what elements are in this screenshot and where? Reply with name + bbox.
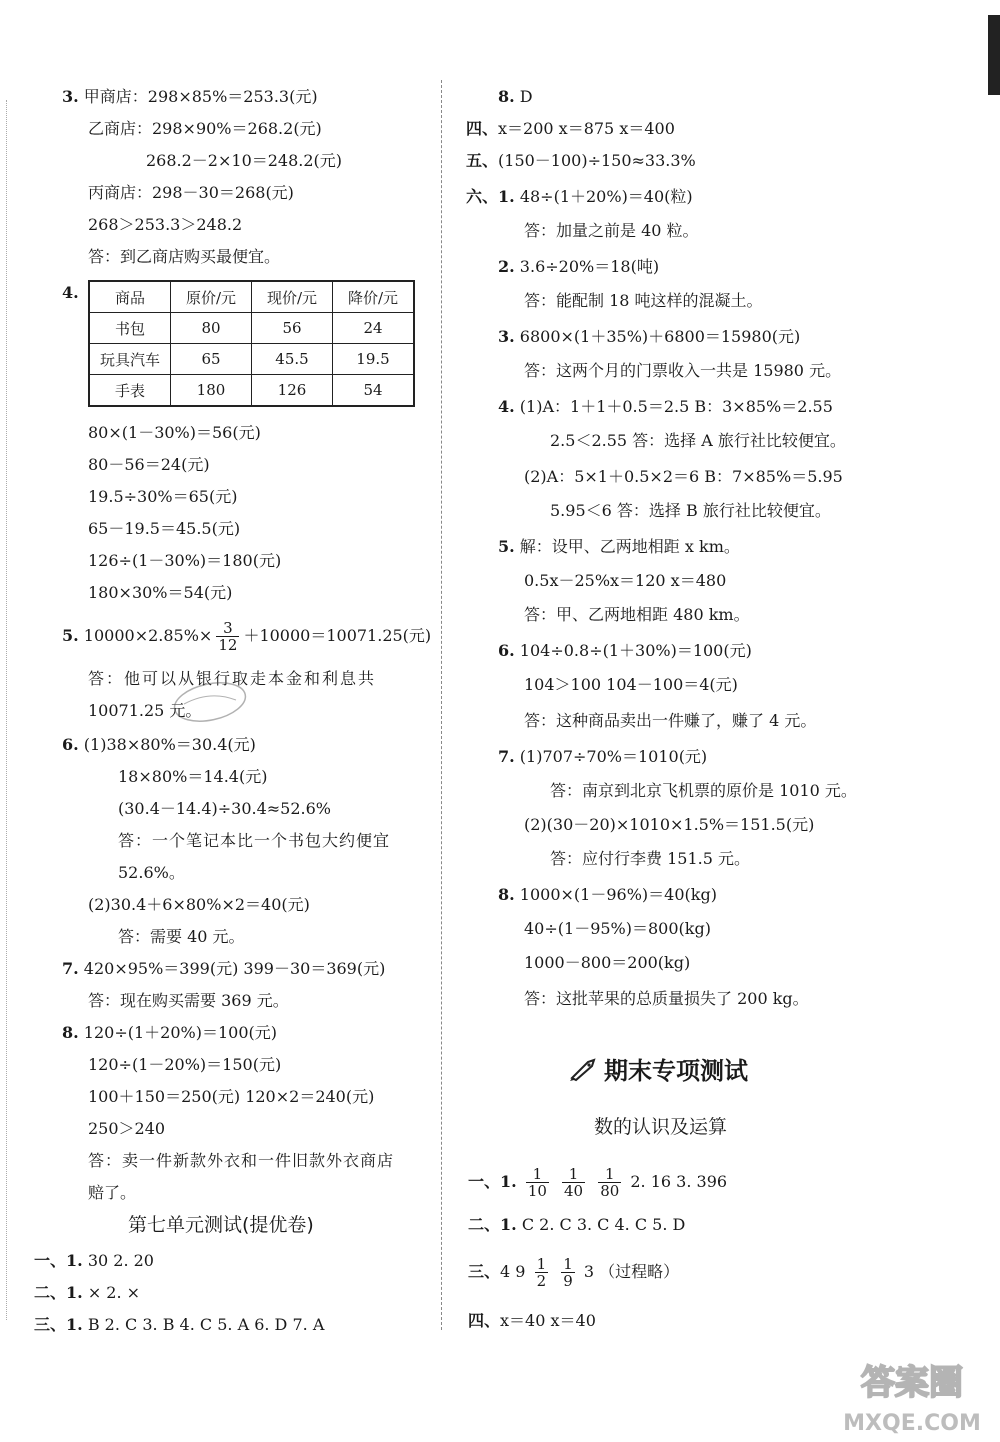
answer-text: 答：现在购买需要 369 元。 [88,991,289,1010]
r-s6-q8-answer [524,988,809,1010]
answer-text: 18×80%＝14.4(元) [118,767,268,786]
r-s6-q8-3 [524,952,690,974]
answer-text: 48÷(1＋20%)＝40(粒) [519,187,693,206]
table-cell: 45.5 [252,344,333,375]
answer-text: 答：一个笔记本比一个书包大约便宜 [118,831,391,850]
final-test-subtitle: 数的认识及运算 [594,1116,728,1138]
answer-text: 80×(1－30%)＝56(元) [88,423,261,442]
table-cell: 书包 [89,313,171,344]
answer-text: 赔了。 [88,1183,137,1202]
denominator: 12 [218,636,238,654]
r-s6-q7-answer-2 [550,848,750,870]
r-s6-q8 [498,884,717,906]
question-number: 7. [498,747,515,766]
question-number: 6. [62,735,79,754]
answer-text: 乙商店：298×90%＝268.2(元) [88,119,322,138]
question-number: 6. [498,641,515,660]
final-q2 [468,1214,685,1236]
q8-line-1 [62,1022,277,1044]
answer-text: 3.6÷20%＝18(吨) [519,257,660,276]
unit7-title: 第七单元测试(提优卷) [128,1214,314,1236]
denominator: 10 [527,1182,547,1200]
answer-text: 10071.25 元。 [88,701,202,720]
r-q8 [498,86,533,108]
answer-text: 答：甲、乙两地相距 480 km。 [524,605,750,624]
table-row [89,344,414,375]
table-header: 原价/元 [171,281,252,313]
numerator: 1 [526,1166,549,1183]
answer-text: 0.5x－25%x＝120 x＝480 [524,571,727,590]
answer-text: 3 （过程略） [583,1262,680,1281]
r-s6-q2-answer [524,290,763,312]
answer-text: ＋10000＝10071.25(元) [243,626,432,645]
table-cell: 180 [171,375,252,407]
r-s6-q4-1 [498,396,833,418]
q4-line-6 [88,582,232,604]
question-number: 一、1. [468,1172,517,1191]
r-s6-q6-2 [524,674,738,696]
answer-text: × 2. × [87,1283,141,1302]
answer-text: 答：南京到北京飞机票的原价是 1010 元。 [550,781,857,800]
answer-text: C 2. C 3. C 4. C 5. D [521,1215,686,1234]
table-cell: 65 [171,344,252,375]
r-s6-q6 [498,640,752,662]
r-s6-q5-answer [524,604,750,626]
answer-text: 126÷(1－30%)＝180(元) [88,551,282,570]
question-number: 4. [62,283,79,302]
answer-text: 104＞100 104－100＝4(元) [524,675,738,694]
question-number: 2. [498,257,515,276]
r-s6-q1 [466,186,693,208]
question-number: 四、 [468,1311,501,1330]
question-number: 5. [62,626,79,645]
answer-text: 10000×2.85%× [83,626,213,645]
answer-text: 答：能配制 18 吨这样的混凝土。 [524,291,763,310]
answer-text: 4 9 [500,1262,526,1281]
watermark-url: MXQE.COM [843,1411,981,1436]
final-q3 [468,1254,679,1290]
q6-line-1 [62,734,256,756]
r-section-5 [466,150,696,172]
answer-text: 答：他可以从银行取走本金和利息共 [88,669,377,688]
r-s6-q3-answer [524,360,841,382]
column-divider [441,80,442,1330]
r-s6-q7-answer [550,780,857,802]
final-q1 [468,1164,727,1200]
answer-text: 答：到乙商店购买最便宜。 [88,247,281,266]
q8-line-2 [88,1054,281,1076]
answer-text: (2)A：5×1＋0.5×2＝6 B：7×85%＝5.95 [524,467,843,486]
table-header: 降价/元 [333,281,415,313]
answer-text: 2. 16 3. 396 [630,1172,728,1191]
answer-text: (1)707÷70%＝1010(元) [519,747,708,766]
table-cell: 54 [333,375,415,407]
r-s6-q4-4 [550,500,831,522]
q7-line-1 [62,958,385,980]
question-number: 7. [62,959,79,978]
answer-text: 104÷0.8÷(1＋30%)＝100(元) [519,641,752,660]
q4-line-3 [88,486,237,508]
question-number: 二、1. [468,1215,517,1234]
answer-text: 甲商店：298×85%＝253.3(元) [83,87,318,106]
r-s6-q7-1 [498,746,707,768]
table-cell: 19.5 [333,344,415,375]
answer-text: 答：这种商品卖出一件赚了，赚了 4 元。 [524,711,817,730]
numerator: 1 [563,1255,573,1273]
table-cell: 80 [171,313,252,344]
answer-text: B 2. C 3. B 4. C 5. A 6. D 7. A [87,1315,325,1334]
margin-rule [6,100,7,1320]
r-s6-q8-2 [524,918,711,940]
answer-text: 1000×(1－96%)＝40(kg) [519,885,717,904]
r-s6-q5 [498,536,740,558]
scan-edge [988,15,1000,95]
answer-text: 答：这两个月的门票收入一共是 15980 元。 [524,361,842,380]
numerator: 3 [216,620,239,637]
answer-text: 80－56＝24(元) [88,455,210,474]
answer-text: 5.95＜6 答：选择 B 旅行社比较便宜。 [550,501,831,520]
q7-answer [88,990,289,1012]
unit7-q1 [34,1250,154,1272]
answer-text: (1)A：1＋1＋0.5＝2.5 B：3×85%＝2.55 [519,397,833,416]
q6-line-2 [118,766,267,788]
question-number: 三、 [468,1262,501,1281]
q3-line-5 [88,214,242,236]
fraction [526,1166,549,1199]
answer-text: (2)30.4＋6×80%×2＝40(元) [88,895,310,914]
answer-text: 解：设甲、乙两地相距 x km。 [519,537,740,556]
question-number: 5. [498,537,515,556]
table-cell: 24 [333,313,415,344]
answer-text: 19.5÷30%＝65(元) [88,487,238,506]
q3-line-4 [88,182,294,204]
q3-line-2 [88,118,322,140]
q6-answer-3 [118,926,245,948]
answer-text: 2.5＜2.55 答：选择 A 旅行社比较便宜。 [550,431,846,450]
question-number: 4. [498,397,515,416]
question-number: 三、1. [34,1315,83,1334]
r-s6-q4-3 [524,466,843,488]
r-s6-q3 [498,326,800,348]
table-row [89,375,414,407]
r-s6-q1-answer [524,220,699,242]
question-number: 四、 [466,119,499,138]
final-q4 [468,1310,596,1332]
answer-text: 30 2. 20 [87,1251,154,1270]
answer-text: x＝200 x＝875 x＝400 [498,119,675,138]
denominator: 40 [564,1182,584,1200]
r-s6-q5-2 [524,570,726,592]
answer-text: 答：加量之前是 40 粒。 [524,221,699,240]
answer-text: 120÷(1－20%)＝150(元) [88,1055,282,1074]
answer-text: 120÷(1＋20%)＝100(元) [83,1023,277,1042]
unit7-q3 [34,1314,324,1336]
denominator: 80 [600,1182,620,1200]
question-number: 8. [62,1023,79,1042]
question-number: 一、1. [34,1251,83,1270]
fraction [561,1256,575,1289]
question-number: 3. [62,87,79,106]
denominator: 2 [536,1272,547,1290]
fraction [535,1256,549,1289]
question-number: 五、 [466,151,499,170]
answer-text: 420×95%＝399(元) 399－30＝369(元) [83,959,386,978]
q6-line-3 [118,798,331,820]
q8-line-3 [88,1086,374,1108]
answer-text: (2)(30－20)×1010×1.5%＝151.5(元) [524,815,815,834]
table-header: 现价/元 [252,281,333,313]
q3-answer [88,246,280,268]
answer-text: (1)38×80%＝30.4(元) [83,735,256,754]
answer-text: 1000－800＝200(kg) [524,953,691,972]
r-s6-q6-answer [524,710,816,732]
unit7-q2 [34,1282,140,1304]
q6-answer-2 [118,862,185,884]
answer-text: (30.4－14.4)÷30.4≈52.6% [118,799,332,818]
table-cell: 56 [252,313,333,344]
answer-text: 100＋150＝250(元) 120×2＝240(元) [88,1087,375,1106]
q6-line-4 [88,894,310,916]
denominator: 9 [563,1272,573,1290]
answer-text: D [519,87,533,106]
table-row [89,313,414,344]
q3-line-1 [62,86,318,108]
fraction [598,1166,621,1199]
q8-answer-2 [88,1182,136,1204]
r-s6-q2 [498,256,659,278]
rocket-pen-icon [568,1056,598,1082]
fraction [562,1166,585,1199]
answer-text: 268＞253.3＞248.2 [88,215,243,234]
answer-text: 65－19.5＝45.5(元) [88,519,241,538]
q8-line-4 [88,1118,165,1140]
table-header: 商品 [89,281,171,313]
numerator: 1 [562,1166,585,1183]
r-section-4 [466,118,675,140]
site-watermark [830,1352,995,1437]
question-number: 3. [498,327,515,346]
question-number: 8. [498,885,515,904]
answer-text: (150－100)÷150≈33.3% [498,151,696,170]
price-table [88,280,415,407]
q4-line-2 [88,454,210,476]
answer-text: 丙商店：298－30＝268(元) [88,183,294,202]
final-test-title: 期末专项测试 [604,1057,748,1085]
answer-text: 268.2－2×10＝248.2(元) [146,151,343,170]
fraction [216,620,239,653]
stamp-mark [170,680,250,725]
question-number: 六、1. [466,187,515,206]
q4-line-1 [88,422,261,444]
table-header-row [89,281,414,313]
r-s6-q7-2 [524,814,814,836]
answer-text: 答：卖一件新款外衣和一件旧款外衣商店 [88,1151,395,1170]
q4-line-4 [88,518,240,540]
table-cell: 手表 [89,375,171,407]
answer-text: 40÷(1－95%)＝800(kg) [524,919,711,938]
table-cell: 玩具汽车 [89,344,171,375]
answer-text: 答：需要 40 元。 [118,927,245,946]
answer-text: 180×30%＝54(元) [88,583,233,602]
answer-text: 52.6%。 [118,863,185,882]
r-s6-q4-2 [550,430,846,452]
answer-text: 6800×(1＋35%)＋6800＝15980(元) [519,327,801,346]
table-cell: 126 [252,375,333,407]
q8-answer [88,1150,394,1172]
numerator: 1 [598,1166,621,1183]
q4-line-5 [88,550,281,572]
answer-text: 答：这批苹果的总质量损失了 200 kg。 [524,989,809,1008]
answer-text: 250＞240 [88,1119,166,1138]
numerator: 1 [536,1255,547,1273]
q3-line-3 [146,150,342,172]
q5-line-1 [62,620,431,653]
question-number: 8. [498,87,515,106]
watermark-logo: 答案圈 [861,1363,963,1403]
answer-text: 答：应付行李费 151.5 元。 [550,849,750,868]
question-number: 二、1. [34,1283,83,1302]
q6-answer [118,830,390,852]
answer-text: x＝40 x＝40 [500,1311,596,1330]
